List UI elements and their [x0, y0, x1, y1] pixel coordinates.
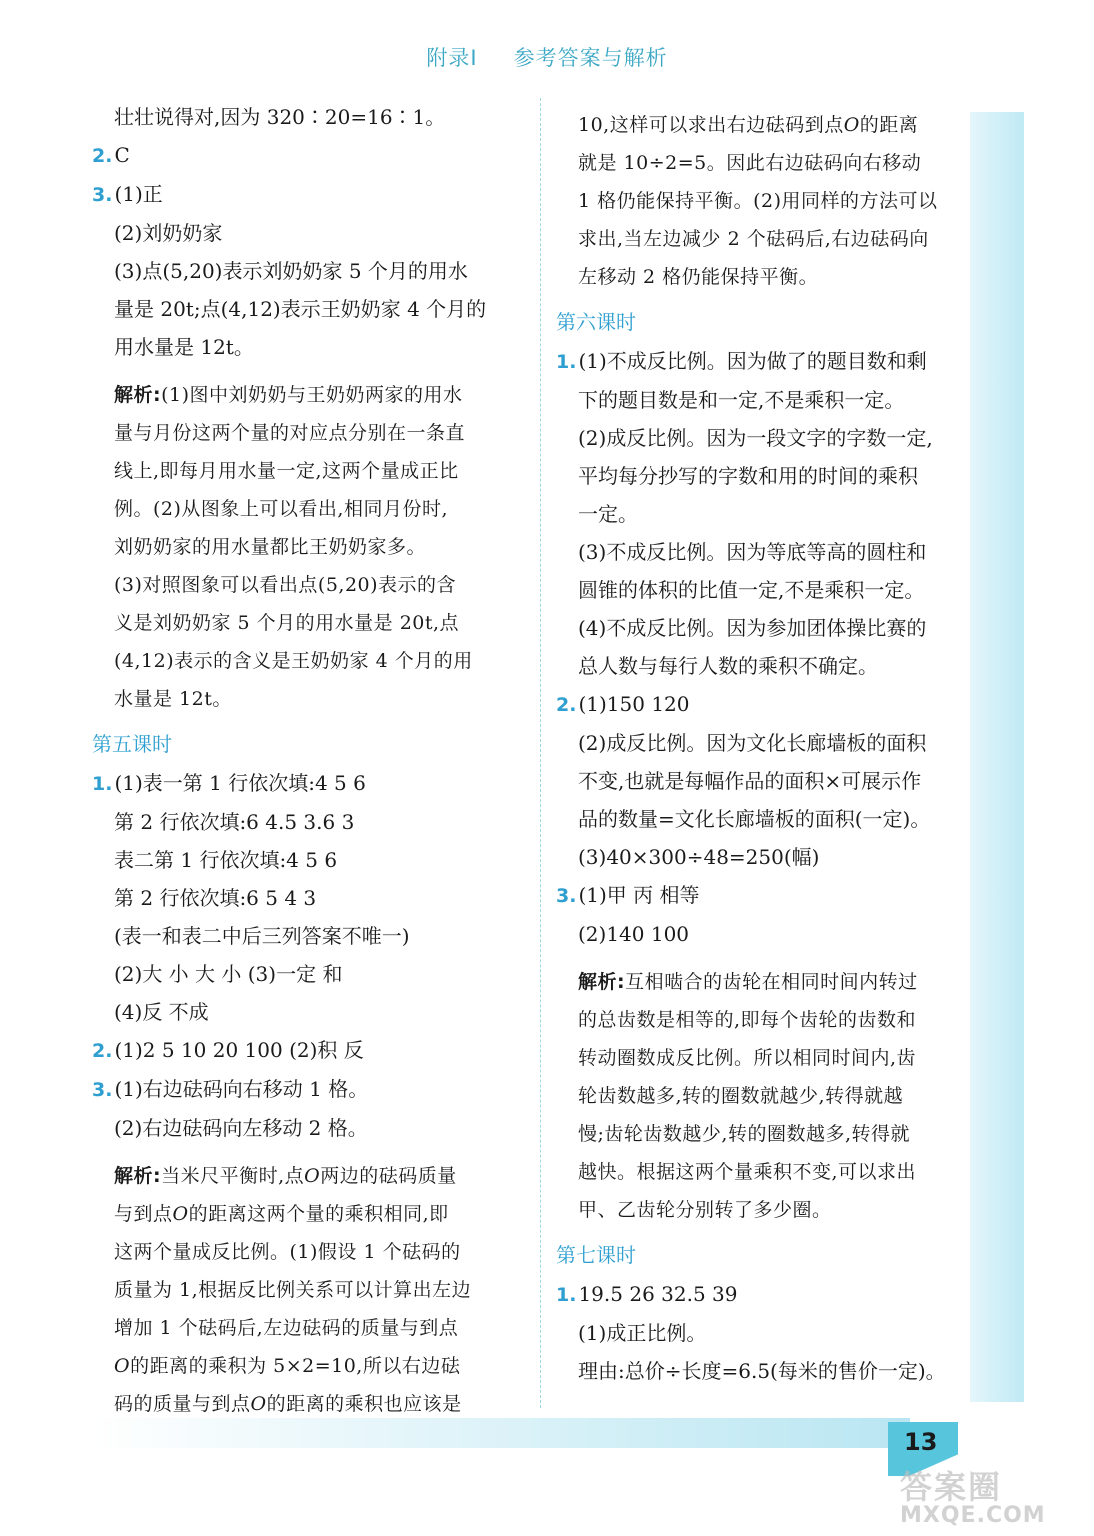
section-title-lesson-7: 第七课时 [556, 1243, 636, 1267]
analysis-line: 例。(2)从图象上可以看出,相同月份时, [114, 498, 448, 520]
analysis-line: 量与月份这两个量的对应点分别在一条直 [114, 422, 466, 444]
answer-line: 平均每分抄写的字数和用的时间的乘积 [578, 464, 918, 488]
answer-line: (4)不成反比例。因为参加团体操比赛的 [578, 616, 927, 640]
answer-line: 总人数与每行人数的乘积不确定。 [578, 654, 878, 678]
answer-line: (4)反 不成 [114, 1000, 209, 1024]
question-number: 2. [92, 145, 113, 167]
question-number: 2. [92, 1040, 113, 1062]
question-number: 1. [556, 1284, 577, 1306]
answer-line: 一定。 [578, 502, 638, 526]
question-number: 3. [556, 885, 577, 907]
analysis-label: 解析: [578, 971, 626, 993]
answer-line: (2)刘奶奶家 [114, 221, 223, 245]
column-divider [540, 98, 541, 1408]
analysis-line: 的总齿数是相等的,即每个齿轮的齿数和 [578, 1009, 917, 1031]
answer-text: (1)150 120 [578, 692, 690, 716]
analysis-line: (4,12)表示的含义是王奶奶家 4 个月的用 [114, 650, 473, 672]
page-number: 13 [904, 1428, 938, 1456]
analysis-line: 轮齿数越多,转的圈数就越少,转得就越 [578, 1085, 904, 1107]
question-2 [92, 136, 522, 175]
left-column [92, 98, 522, 1429]
analysis-line: 质量为 1,根据反比例关系可以计算出左边 [114, 1279, 472, 1301]
answer-line: (2)大 小 大 小 (3)一定 和 [114, 962, 343, 986]
analysis-line [556, 963, 986, 1001]
analysis-label: 解析: [114, 384, 162, 406]
analysis-block [92, 1157, 522, 1423]
answer-line: 第 2 行依次填:6 4.5 3.6 3 [114, 810, 355, 834]
answer-line: 量是 20t;点(4,12)表示王奶奶家 4 个月的 [114, 297, 487, 321]
analysis-text: 与到点 [114, 1203, 173, 1225]
analysis-line: 慢;齿轮齿数越少,转的圈数越多,转得就 [578, 1123, 910, 1145]
analysis-text: 互相啮合的齿轮在相同时间内转过 [625, 971, 918, 993]
answer-line: (表一和表二中后三列答案不唯一) [114, 924, 410, 948]
answer-line: 用水量是 12t。 [114, 335, 254, 359]
watermark-url: MXQE.COM [900, 1503, 1046, 1528]
answer-line: 不变,也就是每幅作品的面积×可展示作 [578, 769, 922, 793]
analysis-line [92, 376, 522, 414]
point-o: O [250, 1393, 267, 1415]
question-number: 3. [92, 184, 113, 206]
analysis-text: 的距离这两个量的乘积相同,即 [188, 1203, 449, 1225]
answer-line: (2)140 100 [578, 922, 690, 946]
point-o: O [172, 1203, 189, 1225]
analysis-text: 10,这样可以求出右边砝码到点 [578, 114, 844, 136]
question-1 [556, 342, 986, 381]
watermark-logo [900, 1470, 1090, 1530]
bottom-decor-band [90, 1418, 910, 1448]
answer-line: 圆锥的体积的比值一定,不是乘积一定。 [578, 578, 925, 602]
question-3 [556, 876, 986, 915]
answer-text: (1)不成反比例。因为做了的题目数和剩 [578, 349, 927, 373]
analysis-label: 解析: [114, 1165, 162, 1187]
answer-line: 下的题目数是和一定,不是乘积一定。 [578, 388, 905, 412]
analysis-line [92, 1157, 522, 1195]
analysis-line: 增加 1 个砝码后,左边砝码的质量与到点 [114, 1317, 459, 1339]
answer-text: C [114, 143, 130, 167]
analysis-line: 就是 10÷2=5。因此右边砝码向右移动 [578, 152, 922, 174]
answer-line: (2)右边砝码向左移动 2 格。 [114, 1116, 368, 1140]
analysis-line: 水量是 12t。 [114, 688, 232, 710]
analysis-text: 码的质量与到点 [114, 1393, 251, 1415]
answer-line: (1)成正比例。 [578, 1321, 707, 1345]
question-number: 2. [556, 694, 577, 716]
analysis-continued [556, 106, 986, 296]
right-column [556, 98, 986, 1390]
question-2 [556, 685, 986, 724]
analysis-line: (3)对照图象可以看出点(5,20)表示的含 [114, 574, 457, 596]
watermark-text: 答案圈 [900, 1468, 1003, 1506]
point-o: O [843, 114, 860, 136]
answer-line: (3)点(5,20)表示刘奶奶家 5 个月的用水 [114, 259, 468, 283]
analysis-line: 甲、乙齿轮分别转了多少圈。 [578, 1199, 832, 1221]
analysis-text: 的距离的乘积为 5×2=10,所以右边砝 [130, 1355, 461, 1377]
question-1 [92, 764, 522, 803]
analysis-line [556, 106, 986, 144]
question-number: 1. [92, 773, 113, 795]
analysis-text: 的距离的乘积也应该是 [266, 1393, 462, 1415]
answer-text: (1)正 [114, 182, 163, 206]
answer-line: (2)成反比例。因为一段文字的字数一定, [578, 426, 933, 450]
header-title: 参考答案与解析 [513, 46, 668, 70]
analysis-text: 的距离 [859, 114, 919, 136]
analysis-line [92, 1195, 522, 1233]
question-3 [92, 1070, 522, 1109]
point-o: O [304, 1165, 321, 1187]
analysis-text: 当米尺平衡时,点 [161, 1165, 305, 1187]
answer-line: 理由:总价÷长度=6.5(每米的售价一定)。 [578, 1359, 946, 1383]
point-o: O [114, 1355, 131, 1377]
answer-line: (3)40×300÷48=250(幅) [578, 845, 820, 869]
question-3 [92, 175, 522, 214]
page-header [0, 42, 1094, 72]
answer-text: (1)表一第 1 行依次填:4 5 6 [114, 771, 366, 795]
question-number: 1. [556, 351, 577, 373]
section-title-lesson-5: 第五课时 [92, 732, 172, 756]
analysis-line: 刘奶奶家的用水量都比王奶奶家多。 [114, 536, 427, 558]
analysis-line: 求出,当左边减少 2 个砝码后,右边砝码向 [578, 228, 929, 250]
question-2 [92, 1031, 522, 1070]
answer-text: 19.5 26 32.5 39 [578, 1282, 738, 1306]
header-appendix: 附录Ⅰ [426, 46, 478, 70]
answer-line: (2)成反比例。因为文化长廊墙板的面积 [578, 731, 927, 755]
answer-line: 品的数量=文化长廊墙板的面积(一定)。 [578, 807, 931, 831]
answer-line: 第 2 行依次填:6 5 4 3 [114, 886, 317, 910]
answer-text: (1)甲 丙 相等 [578, 883, 700, 907]
analysis-line: 线上,即每月用水量一定,这两个量成正比 [114, 460, 459, 482]
analysis-block [556, 963, 986, 1229]
answer-text: (1)2 5 10 20 100 (2)积 反 [114, 1038, 364, 1062]
answer-line: 壮壮说得对,因为 320∶20=16∶1。 [114, 105, 446, 129]
answer-line: 表二第 1 行依次填:4 5 6 [114, 848, 338, 872]
analysis-block [92, 376, 522, 718]
analysis-line: 越快。根据这两个量乘积不变,可以求出 [578, 1161, 917, 1183]
analysis-line: 1 格仍能保持平衡。(2)用同样的方法可以 [578, 190, 938, 212]
question-1 [556, 1275, 986, 1314]
analysis-line: 左移动 2 格仍能保持平衡。 [578, 266, 819, 288]
analysis-line: 义是刘奶奶家 5 个月的用水量是 20t,点 [114, 612, 460, 634]
analysis-text: (1)图中刘奶奶与王奶奶两家的用水 [161, 384, 463, 406]
analysis-line [92, 1347, 522, 1385]
question-number: 3. [92, 1079, 113, 1101]
analysis-line: 转动圈数成反比例。所以相同时间内,齿 [578, 1047, 917, 1069]
analysis-line: 这两个量成反比例。(1)假设 1 个砝码的 [114, 1241, 461, 1263]
analysis-text: 两边的砝码质量 [320, 1165, 457, 1187]
section-title-lesson-6: 第六课时 [556, 310, 636, 334]
answer-line: (3)不成反比例。因为等底等高的圆柱和 [578, 540, 927, 564]
answer-text: (1)右边砝码向右移动 1 格。 [114, 1077, 369, 1101]
